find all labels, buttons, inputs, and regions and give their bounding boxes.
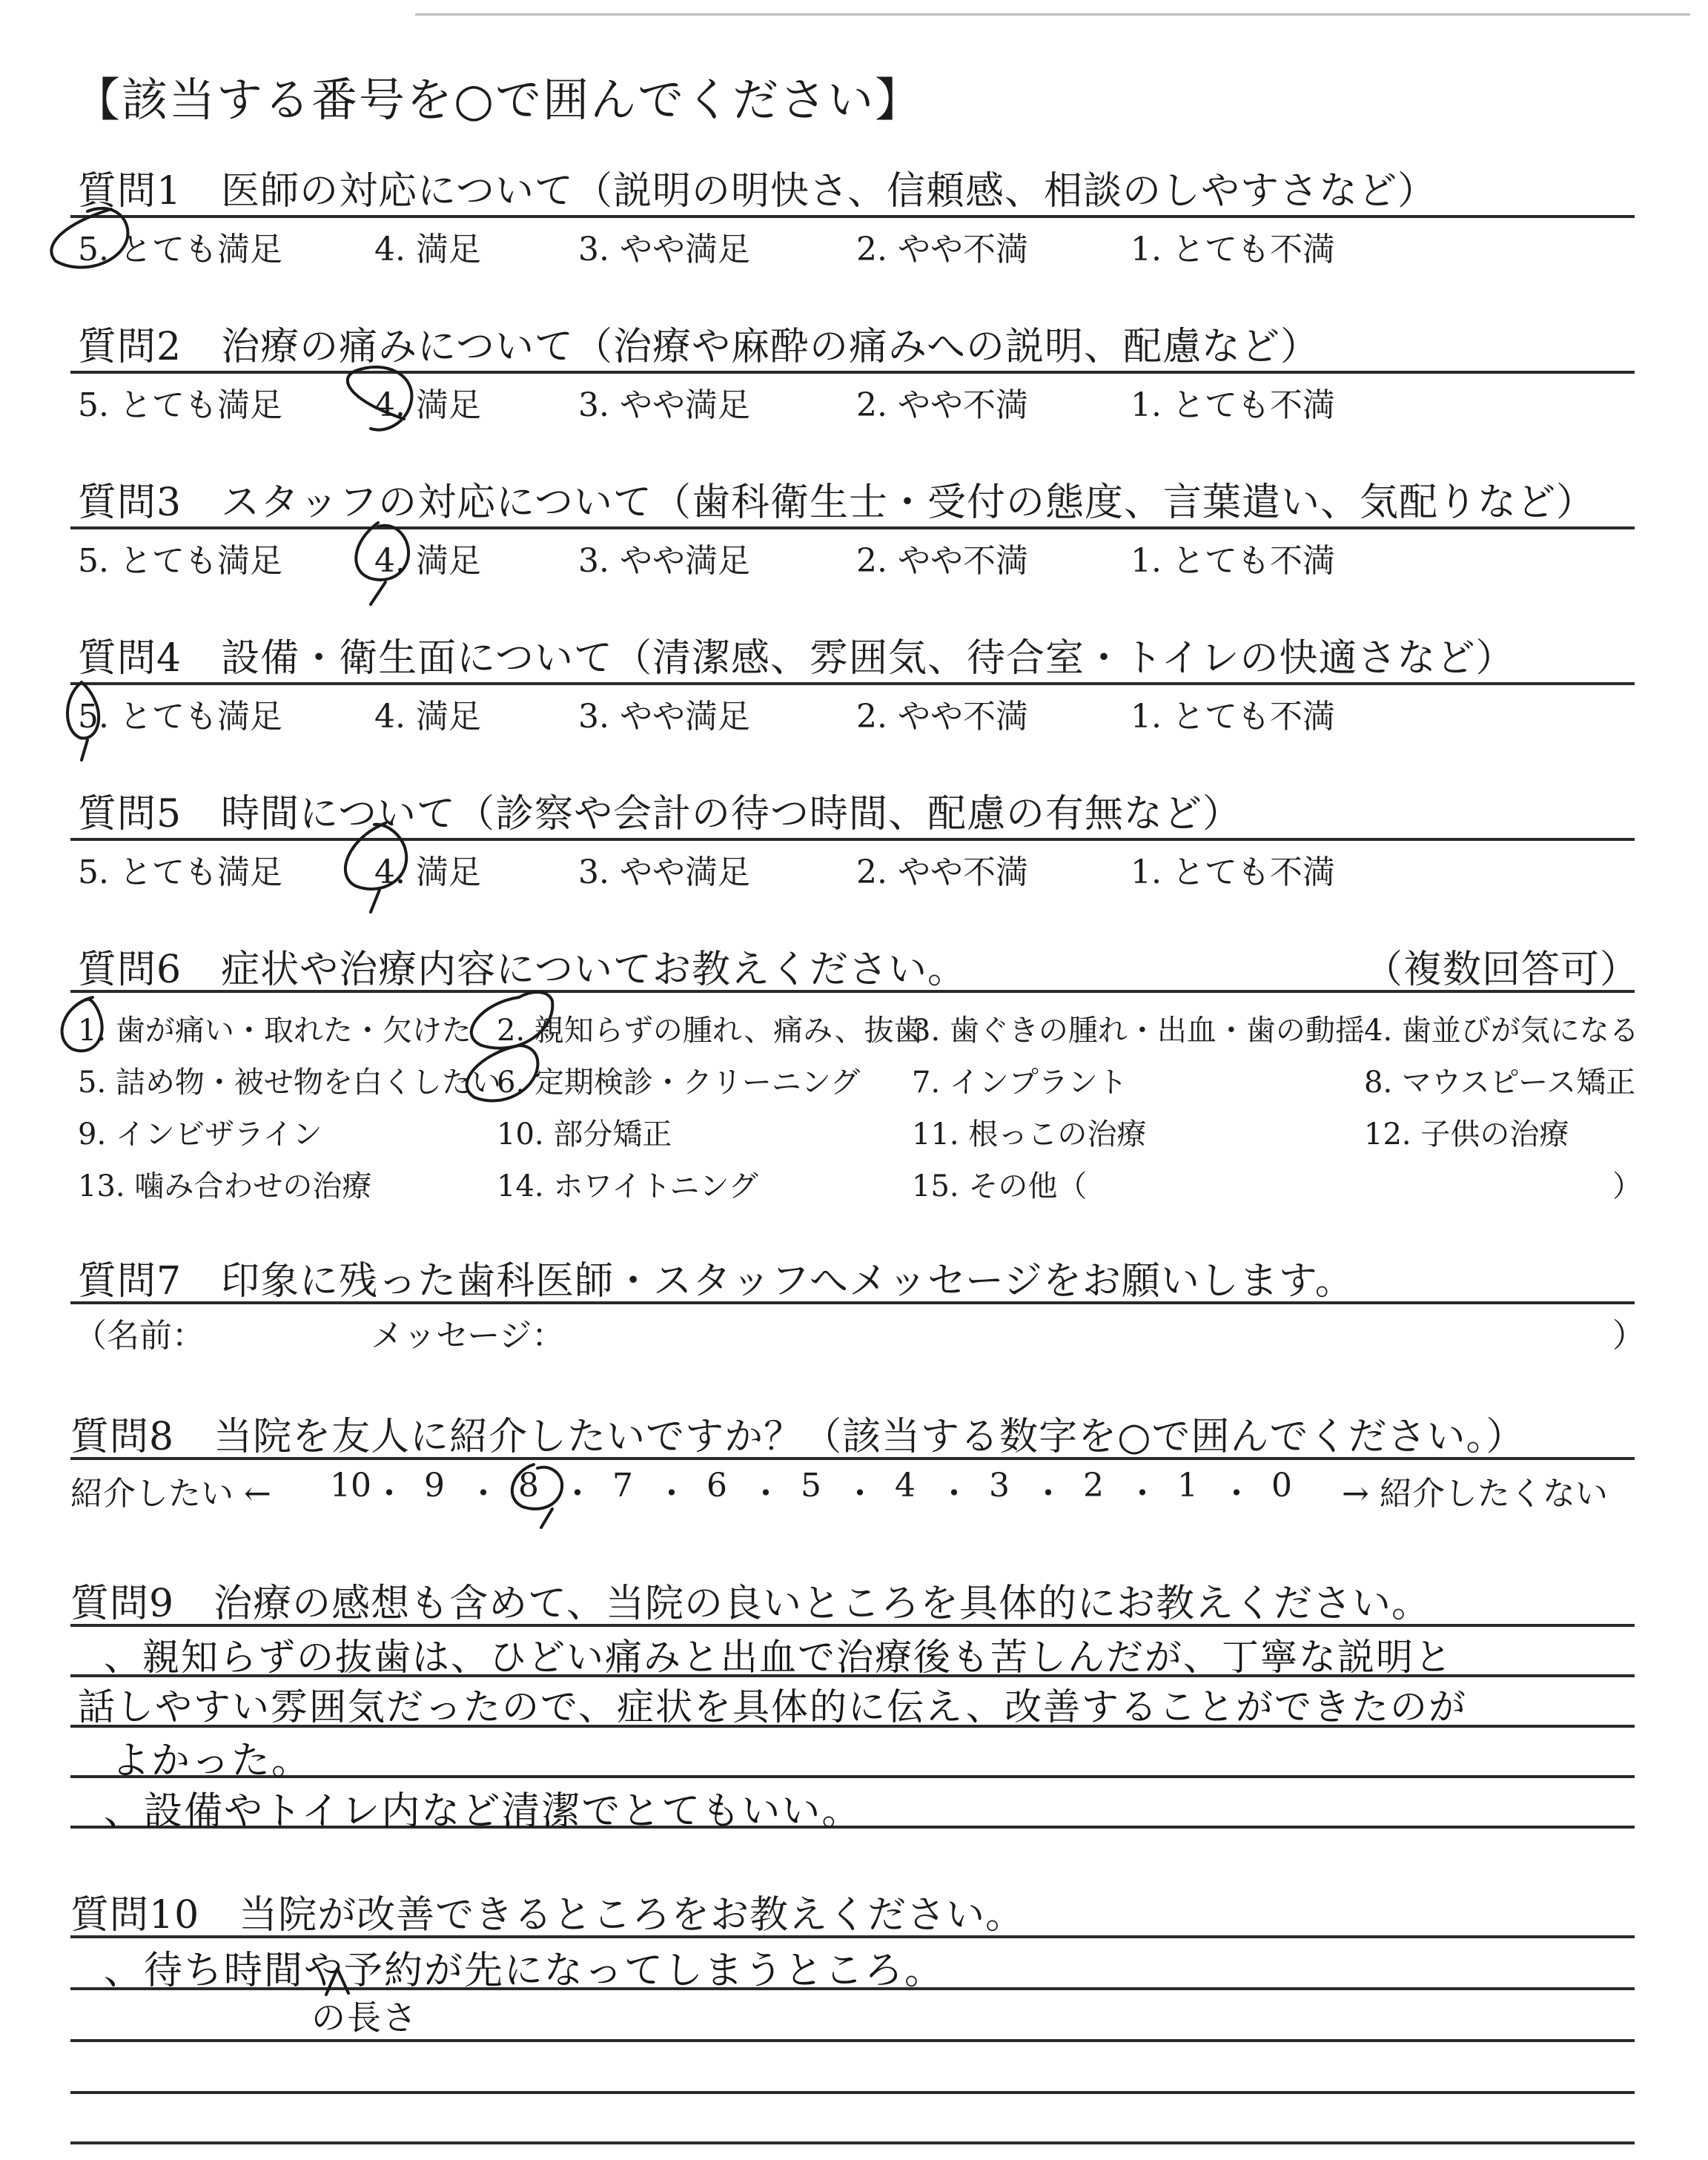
q8-number-7[interactable]: 7	[612, 1467, 633, 1505]
q4-option-1[interactable]: 1. とても不満	[1131, 698, 1335, 736]
q8-separator-dot: ・	[373, 1475, 406, 1513]
q6-item-14[interactable]: 14. ホワイトニング	[497, 1169, 758, 1203]
q8-right-label: → 紹介したくない	[1342, 1475, 1608, 1513]
q8-left-label: 紹介したい ←	[70, 1475, 271, 1513]
q10-insertion-text: の長さ	[311, 1998, 418, 2038]
q2-option-3[interactable]: 3. やや満足	[578, 386, 750, 424]
question-6-note: （複数回答可）	[1364, 948, 1640, 992]
q6-item-11[interactable]: 11. 根っこの治療	[912, 1117, 1147, 1152]
q8-separator-dot: ・	[561, 1475, 594, 1513]
q4-option-5[interactable]: 5. とても満足	[78, 698, 282, 736]
q6-item-8[interactable]: 8. マウスピース矯正	[1364, 1066, 1636, 1100]
q5-option-1[interactable]: 1. とても不満	[1131, 853, 1335, 891]
question-5-title: 質問5 時間について（診察や会計の待つ時間、配慮の有無など）	[78, 792, 1242, 836]
q8-separator-dot: ・	[749, 1475, 782, 1513]
q2-option-1[interactable]: 1. とても不満	[1131, 386, 1335, 424]
q8-number-3[interactable]: 3	[989, 1467, 1010, 1505]
q2-option-4[interactable]: 4. 満足	[374, 386, 481, 424]
q9-answer-line-3: よかった。	[111, 1739, 312, 1783]
q8-separator-dot: ・	[1126, 1475, 1159, 1513]
q8-separator-dot: ・	[655, 1475, 688, 1513]
question-7-title: 質問7 印象に残った歯科医師・スタッフへメッセージをお願いします。	[78, 1259, 1354, 1304]
q3-circle-mark	[356, 523, 408, 604]
question-8-title: 質問8 当院を友人に紹介したいですか？（該当する数字を○で囲んでください。）	[70, 1415, 1526, 1459]
q2-circle-mark	[348, 367, 412, 430]
q6-item-6[interactable]: 6. 定期検診・クリーニング	[497, 1066, 861, 1100]
q8-separator-dot: ・	[844, 1475, 876, 1513]
q6-item2-circle-mark	[471, 992, 552, 1048]
q3-option-5[interactable]: 5. とても満足	[78, 542, 282, 580]
q1-option-4[interactable]: 4. 満足	[374, 231, 481, 268]
q8-separator-dot: ・	[1032, 1475, 1065, 1513]
q6-item-3[interactable]: 3. 歯ぐきの腫れ・出血・歯の動揺	[912, 1014, 1365, 1048]
q8-number-6[interactable]: 6	[706, 1467, 727, 1505]
question-10-title: 質問10 当院が改善できるところをお教えください。	[70, 1893, 1025, 1938]
q1-circle-mark	[51, 208, 128, 268]
q2-option-2[interactable]: 2. やや不満	[856, 386, 1028, 424]
q8-number-4[interactable]: 4	[895, 1467, 916, 1505]
q6-item-15-close: ）	[1612, 1169, 1642, 1203]
q9-answer-line-2: 話しやすい雰囲気だったので、症状を具体的に伝え、改善することができたのが	[78, 1685, 1467, 1728]
q5-option-3[interactable]: 3. やや満足	[578, 853, 750, 891]
q1-option-3[interactable]: 3. やや満足	[578, 231, 750, 268]
question-6-title: 質問6 症状や治療内容についてお教えください。	[78, 948, 967, 992]
q1-option-2[interactable]: 2. やや不満	[856, 231, 1028, 268]
q6-item-2[interactable]: 2. 親知らずの腫れ、痛み、抜歯	[497, 1014, 924, 1048]
q3-option-2[interactable]: 2. やや不満	[856, 542, 1028, 580]
q8-number-1[interactable]: 1	[1177, 1467, 1198, 1505]
q9-answer-line-1: 、親知らずの抜歯は、ひどい痛みと出血で治療後も苦しんだが、丁寧な説明と	[104, 1636, 1453, 1679]
q8-separator-dot: ・	[467, 1475, 500, 1513]
q9-answer-line-4: 、設備やトイレ内など清潔でとてもいい。	[104, 1789, 862, 1834]
q6-item6-circle-mark	[467, 1046, 538, 1100]
q7-name-label: （名前：	[74, 1317, 205, 1355]
q6-item-9[interactable]: 9. インビザライン	[78, 1117, 322, 1152]
q1-option-5[interactable]: 5. とても満足	[78, 231, 282, 268]
q8-number-5[interactable]: 5	[801, 1467, 821, 1505]
q3-option-4[interactable]: 4. 満足	[374, 542, 481, 580]
q5-option-5[interactable]: 5. とても満足	[78, 853, 282, 891]
question-9-title: 質問9 治療の感想も含めて、当院の良いところを具体的にお教えください。	[70, 1582, 1431, 1626]
question-3-title: 質問3 スタッフの対応について（歯科衛生士・受付の態度、言葉遣い、気配りなど）	[78, 480, 1596, 525]
q4-option-3[interactable]: 3. やや満足	[578, 698, 750, 736]
q5-circle-mark	[345, 823, 406, 912]
q8-separator-dot: ・	[938, 1475, 970, 1513]
q4-option-2[interactable]: 2. やや不満	[856, 698, 1028, 736]
q8-separator-dot: ・	[1220, 1475, 1253, 1513]
question-4-title: 質問4 設備・衛生面について（清潔感、雰囲気、待合室・トイレの快適さなど）	[78, 636, 1515, 681]
q4-option-4[interactable]: 4. 満足	[374, 698, 481, 736]
q8-circle-mark	[512, 1464, 562, 1527]
q6-item-13[interactable]: 13. 噛み合わせの治療	[78, 1169, 372, 1203]
question-1-title: 質問1 医師の対応について（説明の明快さ、信頼感、相談のしやすさなど）	[78, 169, 1437, 214]
q6-item1-circle-mark	[62, 997, 102, 1051]
q8-number-9[interactable]: 9	[424, 1467, 445, 1505]
q3-option-1[interactable]: 1. とても不満	[1131, 542, 1335, 580]
q8-number-10[interactable]: 10	[330, 1467, 371, 1505]
q8-number-0[interactable]: 0	[1271, 1467, 1292, 1505]
q6-item-12[interactable]: 12. 子供の治療	[1364, 1117, 1569, 1152]
q6-item-10[interactable]: 10. 部分矯正	[497, 1117, 672, 1152]
q10-insertion-caret	[326, 1969, 348, 1995]
instruction-header: 【該当する番号を○で囲んでください】	[74, 73, 923, 127]
question-2-title: 質問2 治療の痛みについて（治療や麻酔の痛みへの説明、配慮など）	[78, 325, 1320, 369]
q6-item-5[interactable]: 5. 詰め物・被せ物を白くしたい	[78, 1066, 501, 1100]
q1-option-1[interactable]: 1. とても不満	[1131, 231, 1335, 268]
q6-item-15[interactable]: 15. その他（	[912, 1169, 1088, 1203]
q6-item-4[interactable]: 4. 歯並びが気になる	[1364, 1014, 1639, 1048]
q2-option-5[interactable]: 5. とても満足	[78, 386, 282, 424]
q7-close: ）	[1612, 1317, 1645, 1355]
q4-circle-mark	[67, 682, 99, 760]
q5-option-2[interactable]: 2. やや不満	[856, 853, 1028, 891]
q8-number-2[interactable]: 2	[1083, 1467, 1104, 1505]
q6-item-1[interactable]: 1. 歯が痛い・取れた・欠けた	[78, 1014, 471, 1048]
q8-number-8[interactable]: 8	[518, 1467, 539, 1505]
q3-option-3[interactable]: 3. やや満足	[578, 542, 750, 580]
q6-item-7[interactable]: 7. インプラント	[912, 1066, 1128, 1100]
q10-answer-line-1: 、待ち時間や予約が先になってしまうところ。	[104, 1949, 945, 1993]
q7-message-label: メッセージ：	[371, 1317, 565, 1355]
q5-option-4[interactable]: 4. 満足	[374, 853, 481, 891]
